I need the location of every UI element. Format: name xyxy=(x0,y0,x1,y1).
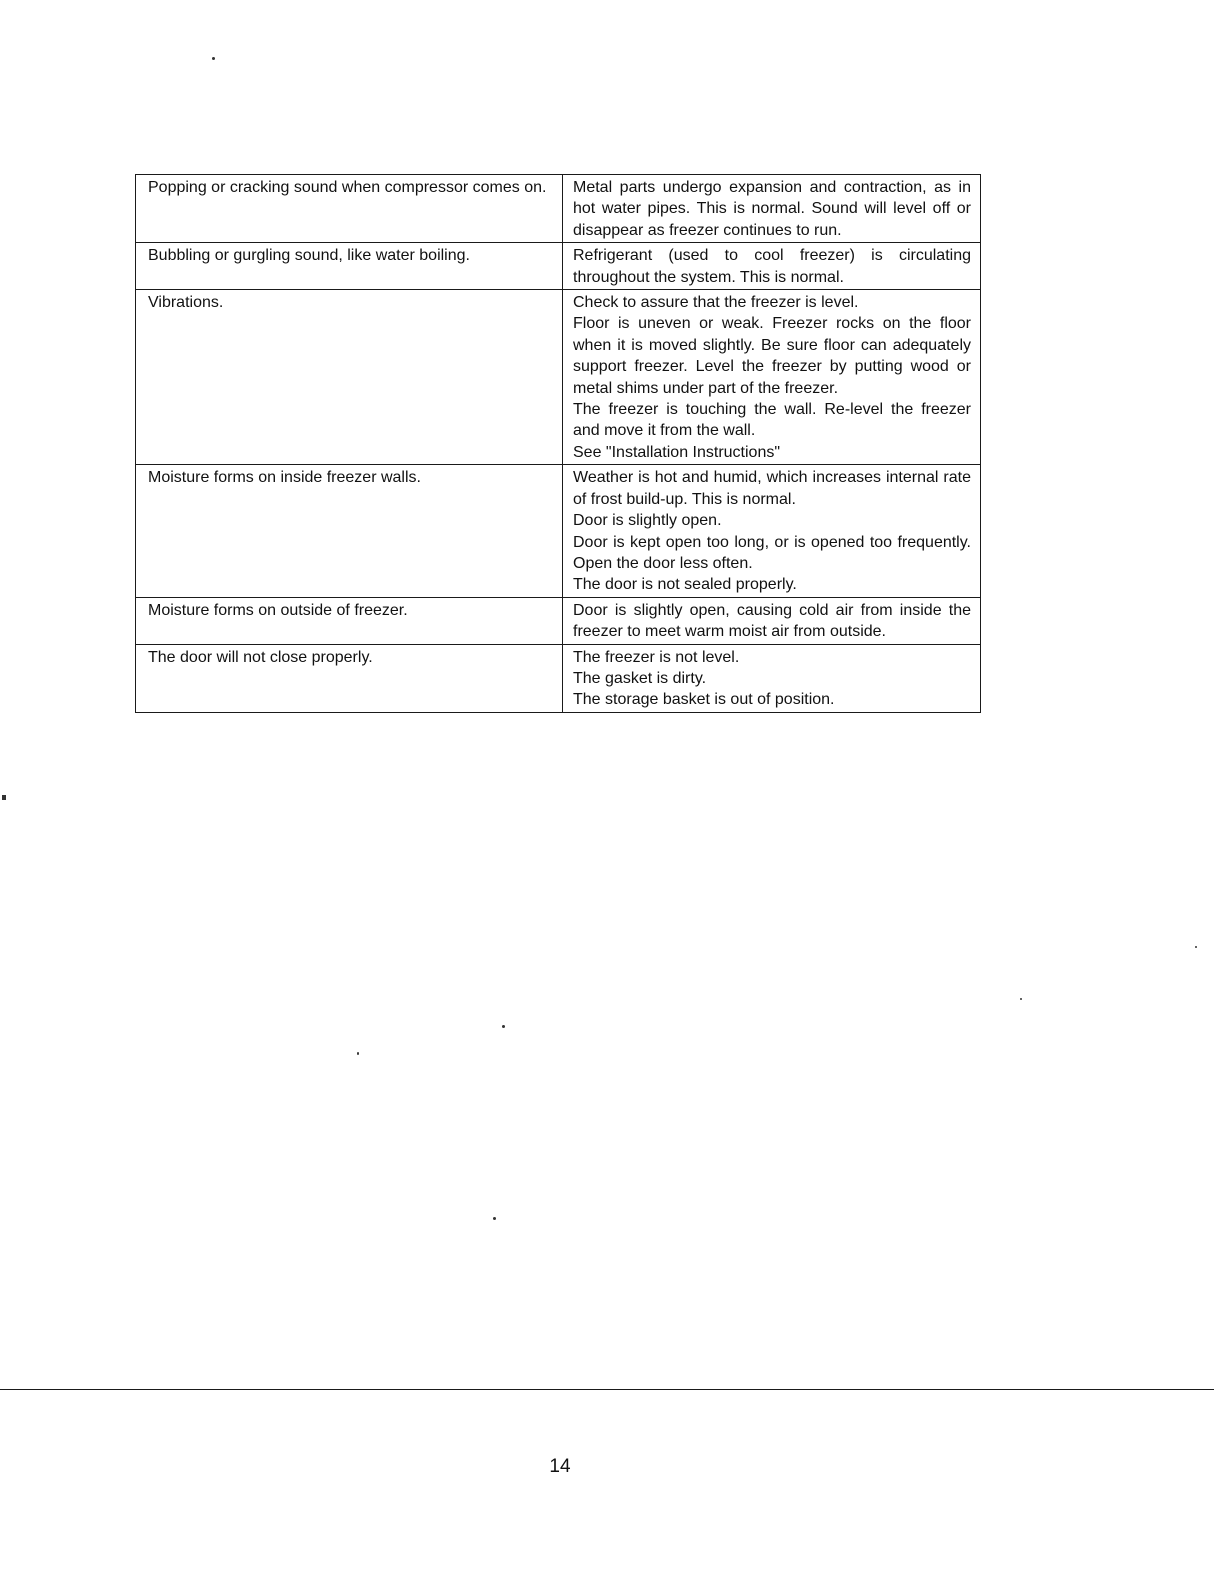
cause-text: See "Installation Instructions" xyxy=(573,443,781,461)
footer-divider xyxy=(0,1389,1214,1390)
cause-cell xyxy=(563,597,981,644)
scan-speck xyxy=(357,1052,359,1055)
cause-text: The freezer is not level. xyxy=(573,648,740,666)
problem-cell: Moisture forms on inside freezer walls. xyxy=(136,465,563,597)
cause-text: The freezer is touching the wall. Re-level the freezer and move it from the wall. xyxy=(573,401,971,440)
cause-text: Refrigerant (used to cool freezer) is circulating throughout the system. This is normal. xyxy=(573,247,971,286)
problem-cell: Popping or cracking sound when compressor comes on. xyxy=(136,175,563,243)
cause-cell xyxy=(563,175,981,243)
scan-speck xyxy=(1020,998,1022,1000)
cause-cell xyxy=(563,465,981,597)
scan-speck xyxy=(2,795,6,800)
scan-speck xyxy=(1195,946,1197,948)
problem-cell: Bubbling or gurgling sound, like water boiling. xyxy=(136,243,563,290)
cause-text: The storage basket is out of position. xyxy=(573,691,835,709)
page-number: 14 xyxy=(549,1456,571,1477)
cause-cell xyxy=(563,243,981,290)
cause-text: Door is slightly open, causing cold air from inside the freezer to meet warm moist air from outside. xyxy=(573,601,971,641)
table-row xyxy=(136,644,981,712)
table-row xyxy=(136,290,981,465)
troubleshooting-table xyxy=(135,174,981,713)
cause-text: The door is not sealed properly. xyxy=(573,576,797,594)
cause-text: The gasket is dirty. xyxy=(573,669,707,687)
table-row xyxy=(136,243,981,290)
cause-text: Metal parts undergo expansion and contraction, as in hot water pipes. This is normal. Sound will level off or disappear as freezer continues to run. xyxy=(573,179,971,239)
scan-speck xyxy=(212,57,215,60)
cause-cell xyxy=(563,290,981,465)
cause-text: Weather is hot and humid, which increases internal rate of frost build-up. This is normal. xyxy=(573,469,971,508)
cause-text: Door is slightly open. xyxy=(573,512,722,530)
cause-text: Floor is uneven or weak. Freezer rocks on the floor when it is moved slightly. Be sure floor can adequately support freezer. Level the freezer by putting wood or metal shims under part of the freezer. xyxy=(573,315,971,397)
table-row xyxy=(136,465,981,597)
cause-cell xyxy=(563,644,981,712)
cause-text: Check to assure that the freezer is level. xyxy=(573,294,859,312)
scan-speck xyxy=(493,1217,496,1220)
scan-speck xyxy=(502,1025,505,1028)
problem-cell: Vibrations. xyxy=(136,290,563,465)
cause-text: Door is kept open too long, or is opened too frequently. Open the door less often. xyxy=(573,533,971,572)
problem-cell: The door will not close properly. xyxy=(136,644,563,712)
table-row xyxy=(136,597,981,644)
table-row xyxy=(136,175,981,243)
problem-cell: Moisture forms on outside of freezer. xyxy=(136,597,563,644)
